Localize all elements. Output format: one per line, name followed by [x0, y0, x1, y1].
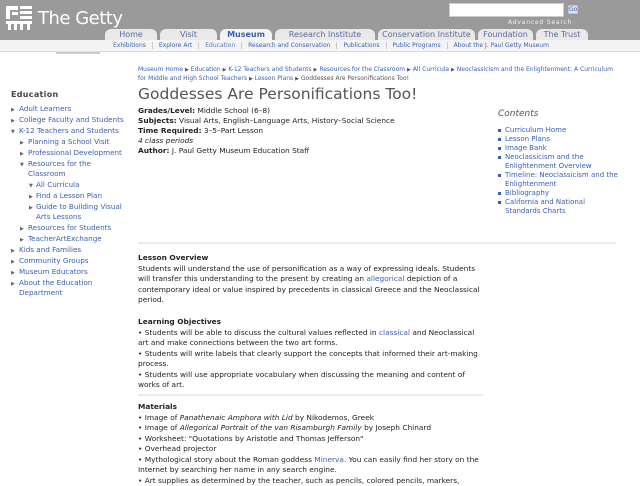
arrow-down-icon: ▼: [29, 181, 33, 191]
breadcrumb-resources-classroom[interactable]: Resources for the Classroom: [319, 66, 405, 73]
sidebar-item-museum-educators[interactable]: [0, 267, 132, 277]
text: Students will understand the use of personification as a way of expressing ideals. Students will transfer this understanding to the present by creating an: [138, 264, 475, 284]
contents-label: Image Bank: [505, 144, 547, 152]
contents-label: Timeline: Neoclassicism and the Enlightenment: [505, 171, 618, 188]
sidebar-item-k12-teachers[interactable]: [0, 126, 132, 136]
glossary-link-minerva[interactable]: Minerva: [314, 455, 344, 464]
section-divider: [138, 394, 483, 396]
meta-value: 3–5–Part Lesson: [202, 126, 264, 135]
subnav-public-programs[interactable]: Public Programs: [387, 42, 448, 49]
sidebar-item-adult-learners[interactable]: [0, 104, 132, 114]
sidebar-item-label: Museum Educators: [19, 267, 88, 276]
sidebar-item-college-faculty[interactable]: [0, 115, 132, 125]
breadcrumb-separator-icon: ▶: [407, 67, 411, 73]
objective-item: [138, 328, 483, 349]
section-heading: Learning Objectives: [138, 317, 483, 328]
sidebar-item-label: Resources for Students: [28, 223, 111, 232]
bullet-square-icon: [498, 129, 501, 132]
sidebar-item-label: Find a Lesson Plan: [36, 191, 102, 200]
section-heading: Lesson Overview: [138, 253, 483, 264]
meta-subjects: [138, 116, 395, 126]
arrow-right-icon: ▶: [20, 224, 24, 234]
site-header: [0, 0, 640, 40]
artwork-title: Panathenaic Amphora with Lid: [180, 413, 293, 422]
materials-section: [138, 402, 483, 486]
breadcrumb-all-curricula[interactable]: All Curricula: [413, 66, 449, 73]
text: and Neoclassical art and make connections between the two art forms.: [138, 328, 474, 348]
arrow-right-icon: ▶: [11, 105, 15, 115]
page-title: Goddesses Are Personifications Too!: [138, 85, 618, 103]
sidebar-item-planning-school-visit[interactable]: [0, 137, 132, 147]
bullet-square-icon: [498, 174, 501, 177]
arrow-down-icon: ▼: [20, 160, 24, 170]
breadcrumb-separator-icon: ▶: [249, 76, 253, 82]
section-divider: [138, 242, 616, 244]
arrow-down-icon: ▼: [11, 127, 15, 137]
subnav-shadow-divider: [56, 52, 100, 54]
contents-label: California and National Standards Charts: [505, 198, 585, 215]
contents-label: Curriculum Home: [505, 126, 566, 134]
text: • Image of: [138, 423, 180, 432]
arrow-right-icon: ▶: [20, 138, 24, 148]
breadcrumb-separator-icon: ▶: [451, 67, 455, 73]
arrow-right-icon: ▶: [20, 235, 24, 245]
tab-museum[interactable]: Museum: [220, 29, 272, 40]
sidebar-item-label: Resources for the Classroom: [28, 159, 91, 178]
meta-value: 4 class periods: [138, 136, 193, 145]
meta-label: Time Required:: [138, 126, 202, 135]
sidebar-item-community-groups[interactable]: [0, 256, 132, 266]
sidebar-item-all-curricula[interactable]: [0, 180, 132, 190]
material-item: • Overhead projector: [138, 444, 483, 455]
contents-image-bank[interactable]: [498, 144, 618, 153]
sidebar-item-professional-development[interactable]: [0, 148, 132, 158]
search-go-button[interactable]: Go: [568, 5, 578, 14]
breadcrumb-neoclassicism-curriculum[interactable]: Neoclassicism and the Enlightenment: A Curriculum for Middle and High School Teachers: [138, 66, 613, 82]
arrow-right-icon: ▶: [11, 257, 15, 267]
contents-standards-charts[interactable]: [498, 198, 618, 216]
sidebar-title: Education: [0, 90, 132, 99]
tab-conservation-institute[interactable]: Conservation Institute: [378, 29, 475, 40]
text: by Joseph Chinard: [362, 423, 431, 432]
sidebar-item-label: College Faculty and Students: [19, 115, 124, 124]
breadcrumb-separator-icon: ▶: [185, 67, 189, 73]
main-content: [138, 66, 618, 103]
arrow-right-icon: ▶: [29, 203, 33, 213]
contents-bibliography[interactable]: [498, 189, 618, 198]
sidebar-item-label: Guide to Building Visual Arts Lessons: [36, 202, 122, 221]
material-item: [138, 413, 483, 424]
objective-item: • Students will use appropriate vocabulary when discussing the meaning and content of works of art.: [138, 370, 483, 391]
meta-author: [138, 146, 395, 156]
meta-grades: [138, 106, 395, 116]
subnav-publications[interactable]: Publications: [337, 42, 386, 49]
objective-item: • Students will write labels that clearly support the concepts that informed their art-making process.: [138, 349, 483, 370]
breadcrumb-current: Goddesses Are Personifications Too!: [301, 75, 409, 82]
tab-foundation[interactable]: Foundation: [478, 29, 533, 40]
contents-lesson-plans[interactable]: [498, 135, 618, 144]
meta-label: Subjects:: [138, 116, 177, 125]
tab-the-trust[interactable]: The Trust: [536, 29, 588, 40]
getty-logo[interactable]: [6, 6, 123, 30]
advanced-search-link[interactable]: Advanced Search: [508, 19, 572, 26]
main-tabs: [105, 29, 588, 40]
contents-title: Contents: [498, 109, 618, 119]
text: depiction of a contemporary ideal or value inspired by precedents in classical Greece and the Neoclassical period.: [138, 274, 480, 304]
text: • Mythological story about the Roman goddess: [138, 455, 314, 464]
bullet-square-icon: [498, 201, 501, 204]
meta-label: Author:: [138, 146, 169, 155]
breadcrumb-k12[interactable]: K-12 Teachers and Students: [228, 66, 311, 73]
sidebar: [0, 90, 132, 299]
glossary-link-allegorical[interactable]: allegorical: [366, 274, 404, 283]
contents-box: [498, 109, 618, 216]
search-input[interactable]: [449, 3, 564, 17]
contents-label: Bibliography: [505, 189, 549, 197]
sidebar-item-label: Planning a School Visit: [28, 137, 109, 146]
material-item: • Art supplies as determined by the teacher, such as pencils, colored pencils, markers,: [138, 476, 483, 486]
arrow-right-icon: ▶: [11, 268, 15, 278]
meta-value: Visual Arts, English–Language Arts, History–Social Science: [177, 116, 395, 125]
tab-research-institute[interactable]: Research Institute: [275, 29, 375, 40]
arrow-right-icon: ▶: [29, 192, 33, 202]
contents-label: Lesson Plans: [505, 135, 550, 143]
sidebar-item-label: Adult Learners: [19, 104, 71, 113]
bullet-square-icon: [498, 192, 501, 195]
breadcrumb-separator-icon: ▶: [314, 67, 318, 73]
sidebar-item-label: Professional Development: [28, 148, 122, 157]
glossary-link-classical[interactable]: classical: [379, 328, 410, 337]
sidebar-item-label: TeacherArtExchange: [28, 234, 102, 243]
material-item: [138, 455, 483, 476]
arrow-right-icon: ▶: [11, 116, 15, 126]
sidebar-item-resources-students[interactable]: [0, 223, 132, 233]
sidebar-item-label: About the Education Department: [19, 278, 92, 297]
material-item: • Worksheet: "Quotations by Aristotle and Thomas Jefferson": [138, 434, 483, 445]
section-heading: Materials: [138, 402, 483, 413]
contents-curriculum-home[interactable]: [498, 126, 618, 135]
subnav-research-and-conservation[interactable]: Research and Conservation: [242, 42, 337, 49]
arrow-right-icon: ▶: [11, 246, 15, 256]
bullet-square-icon: [498, 147, 501, 150]
breadcrumb-lesson-plans[interactable]: Lesson Plans: [255, 75, 293, 82]
meta-value: Middle School (6–8): [195, 106, 270, 115]
sidebar-item-label: K-12 Teachers and Students: [19, 126, 119, 135]
artwork-title: Allegorical Portrait of the van Risamburgh Family: [180, 423, 362, 432]
getty-logo-mark-icon: [6, 6, 33, 30]
breadcrumb-education[interactable]: Education: [191, 66, 221, 73]
meta-time: [138, 126, 395, 136]
section-text: [138, 264, 483, 306]
subnav-about-museum[interactable]: About the J. Paul Getty Museum: [448, 42, 555, 49]
learning-objectives-section: [138, 317, 483, 391]
text: • Students will be able to discuss the cultural values reflected in: [138, 328, 379, 337]
tab-home[interactable]: Home: [105, 29, 157, 40]
sub-navigation: [0, 40, 640, 52]
meta-periods: [138, 136, 395, 146]
bullet-square-icon: [498, 138, 501, 141]
bullet-square-icon: [498, 156, 501, 159]
sidebar-item-guide-visual-arts[interactable]: [0, 202, 128, 222]
meta-label: Grades/Level:: [138, 106, 195, 115]
arrow-right-icon: ▶: [20, 149, 24, 159]
sidebar-item-about-education-dept[interactable]: [0, 278, 100, 298]
breadcrumb-museum-home[interactable]: Museum Home: [138, 66, 183, 73]
material-item: [138, 423, 483, 434]
text: . You can easily find her story on the Internet by searching her name in any search engine.: [138, 455, 479, 475]
sidebar-item-find-lesson-plan[interactable]: [0, 191, 132, 201]
breadcrumb-separator-icon: ▶: [223, 67, 227, 73]
contents-overview[interactable]: [498, 153, 618, 171]
meta-value: J. Paul Getty Museum Education Staff: [169, 146, 309, 155]
lesson-overview-section: [138, 253, 483, 306]
subnav-education[interactable]: Education: [199, 42, 242, 49]
sidebar-item-resources-classroom[interactable]: [0, 159, 100, 179]
subnav-explore-art[interactable]: Explore Art: [153, 42, 199, 49]
sidebar-item-kids-families[interactable]: [0, 245, 132, 255]
text: • Image of: [138, 413, 180, 422]
contents-label: Neoclassicism and the Enlightenment Overview: [505, 153, 592, 170]
text: by Nikodemos, Greek: [293, 413, 374, 422]
arrow-right-icon: ▶: [11, 279, 15, 289]
breadcrumb: [138, 66, 618, 83]
breadcrumb-separator-icon: ▶: [295, 76, 299, 82]
lesson-meta: [138, 106, 395, 156]
sidebar-item-label: Kids and Families: [19, 245, 81, 254]
subnav-exhibitions[interactable]: Exhibitions: [107, 42, 153, 49]
tab-visit[interactable]: Visit: [160, 29, 217, 40]
sidebar-item-label: All Curricula: [36, 180, 79, 189]
sidebar-item-teacherartexchange[interactable]: [0, 234, 132, 244]
sidebar-item-label: Community Groups: [19, 256, 89, 265]
logo-text: The Getty: [38, 8, 123, 29]
contents-timeline[interactable]: [498, 171, 618, 189]
